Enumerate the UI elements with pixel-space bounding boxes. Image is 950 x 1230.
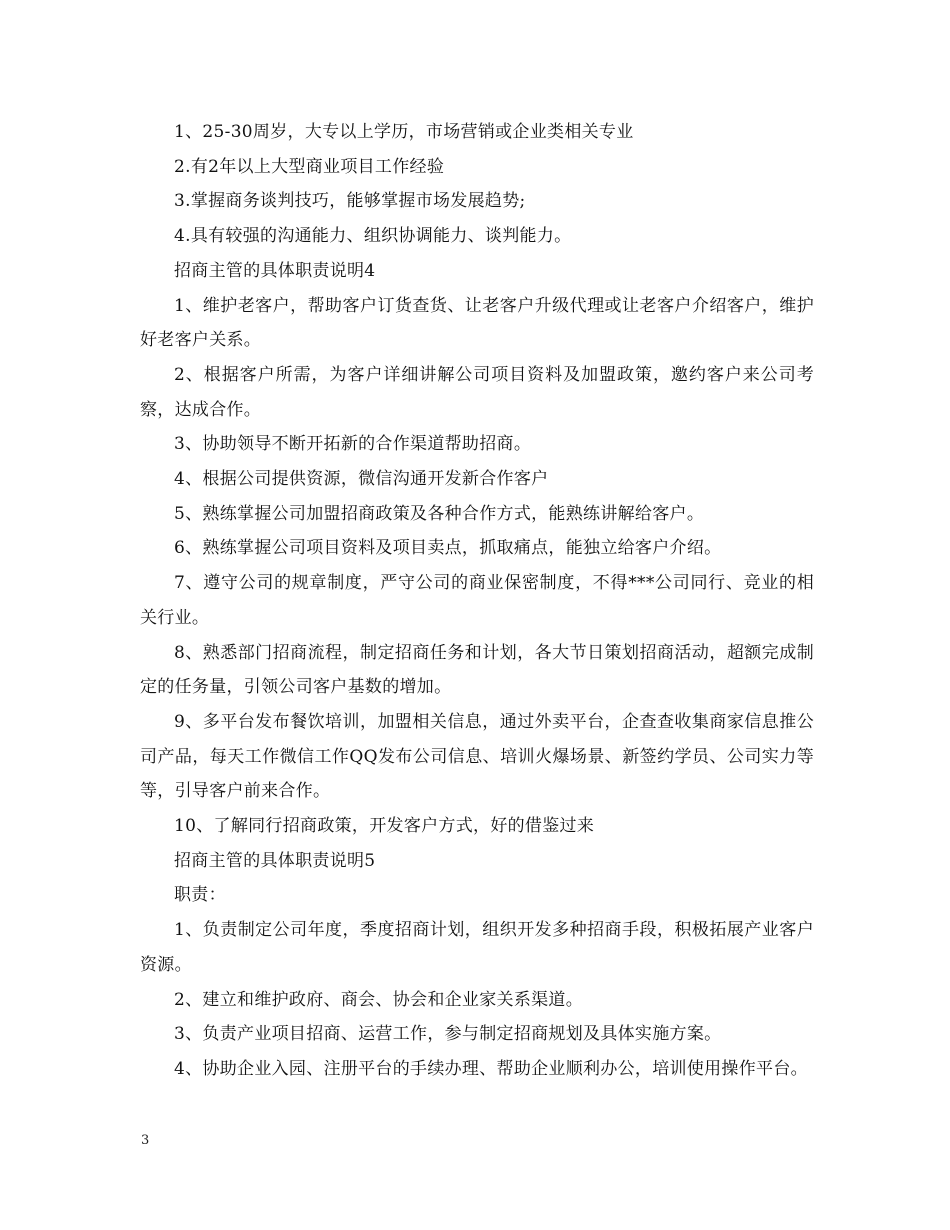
paragraph-duty-4: 4、根据公司提供资源，微信沟通开发新合作客户	[174, 469, 549, 490]
section-heading-5: 招商主管的具体职责说明5	[174, 850, 376, 871]
paragraph-requirement-2: 2.有2年以上大型商业项目工作经验	[174, 156, 445, 177]
paragraph-duty-3: 3、协助领导不断开拓新的合作渠道帮助招商。	[174, 434, 532, 455]
subheading-duties: 职责：	[174, 885, 226, 906]
paragraph-duty-6: 6、熟练掌握公司项目资料及项目卖点，抓取痛点，能独立给客户介绍。	[174, 538, 722, 559]
paragraph-section5-duty-1: 1、负责制定公司年度，季度招商计划，组织开发多种招商手段，积极拓展产业客户资源。	[140, 920, 814, 975]
section-heading-4: 招商主管的具体职责说明4	[174, 260, 376, 281]
paragraph-duty-5: 5、熟练掌握公司加盟招商政策及各种合作方式，能熟练讲解给客户。	[174, 503, 705, 524]
document-body	[140, 115, 814, 1087]
paragraph-section5-duty-2: 2、建立和维护政府、商会、协会和企业家关系渠道。	[174, 989, 584, 1010]
paragraph-requirement-3: 3.掌握商务谈判技巧，能够掌握市场发展趋势;	[174, 191, 526, 212]
paragraph-duty-7: 7、遵守公司的规章制度，严守公司的商业保密制度，不得***公司同行、竞业的相关行业。	[140, 573, 814, 628]
paragraph-section5-duty-3: 3、负责产业项目招商、运营工作，参与制定招商规划及具体实施方案。	[174, 1024, 722, 1045]
paragraph-requirement-1: 1、25-30周岁，大专以上学历，市场营销或企业类相关专业	[174, 122, 634, 142]
paragraph-duty-1: 1、维护老客户，帮助客户订货查货、让老客户升级代理或让老客户介绍客户，维护好老客户关系。	[140, 295, 814, 351]
paragraph-duty-9: 9、多平台发布餐饮培训，加盟相关信息，通过外卖平台，企查查收集商家信息推公司产品，每天工作微信工作QQ发布公司信息、培训火爆场景、新签约学员、公司实力等等，引导客户前来合作。	[140, 711, 814, 802]
paragraph-section5-duty-4: 4、协助企业入园、注册平台的手续办理、帮助企业顺利办公，培训使用操作平台。	[174, 1058, 808, 1079]
paragraph-duty-10: 10、了解同行招商政策，开发客户方式，好的借鉴过来	[174, 816, 595, 837]
paragraph-duty-2: 2、根据客户所需，为客户详细讲解公司项目资料及加盟政策，邀约客户来公司考察，达成合作。	[140, 364, 814, 420]
paragraph-duty-8: 8、熟悉部门招商流程，制定招商任务和计划，各大节日策划招商活动，超额完成制定的任务量，引领公司客户基数的增加。	[140, 642, 814, 698]
page-number: 3	[141, 1133, 150, 1148]
paragraph-requirement-4: 4.具有较强的沟通能力、组织协调能力、谈判能力。	[174, 226, 572, 247]
